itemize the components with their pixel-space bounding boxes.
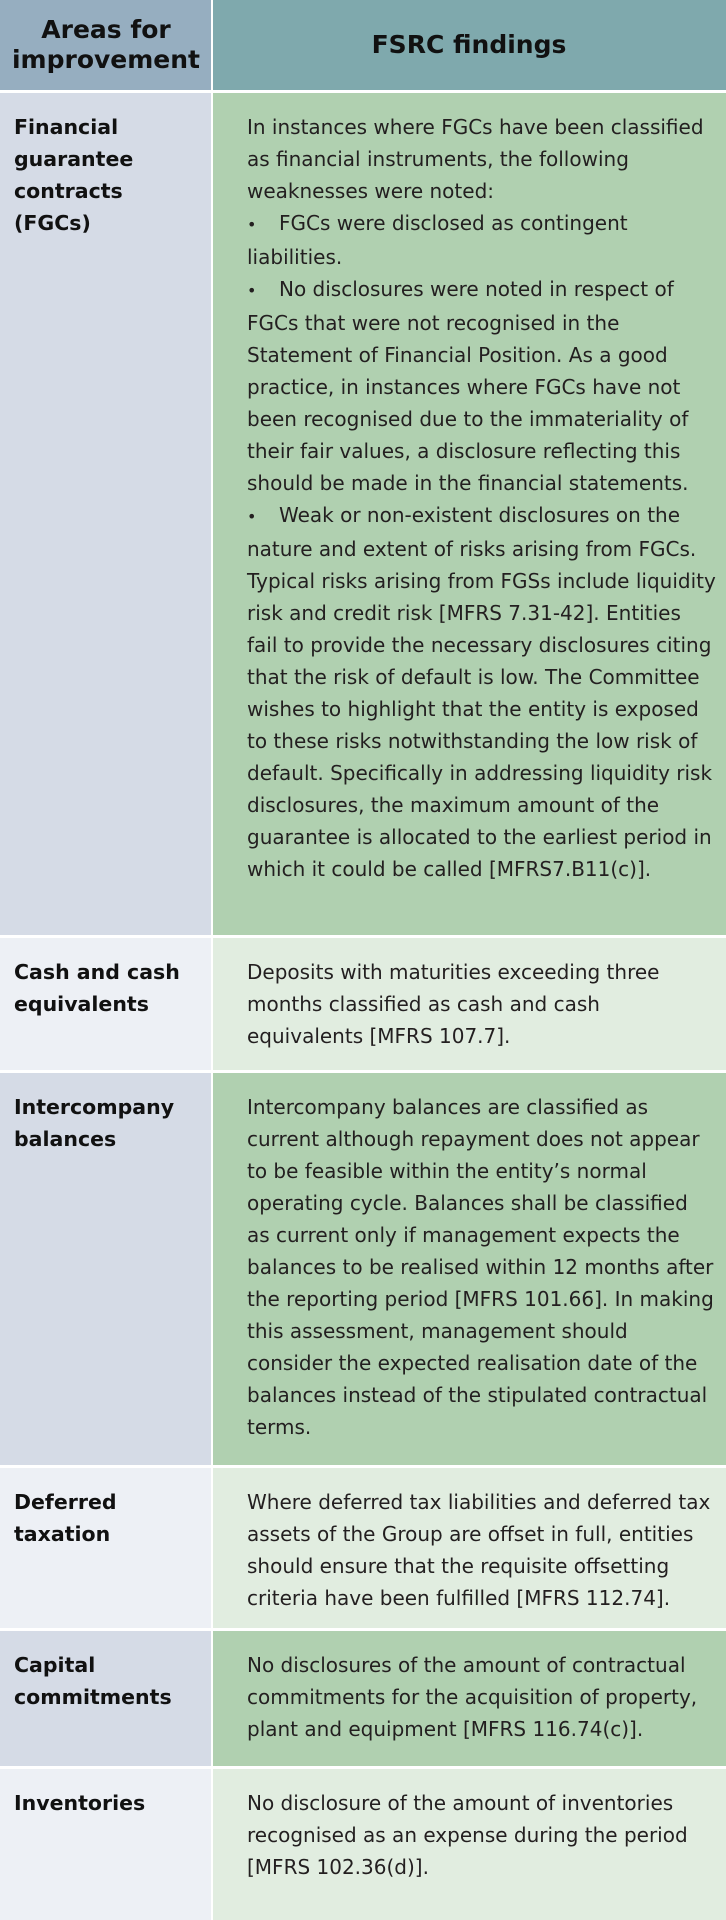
finding-cell: No disclosure of the amount of inventories recognised as an expense during the period [MFRS 102.36(d)]. xyxy=(212,1769,726,1920)
table-header xyxy=(0,0,726,90)
table-row xyxy=(0,1468,726,1628)
finding-bullet: • Weak or non-existent disclosures on the nature and extent of risks arising from FGCs. Typical risks arising from FGSs include liquidity risk and credit risk [MFRS 7.31-42]. Entities fail to provide the necessary disclosures citing that the risk of default is low. The Committee wishes to highlight that the entity is exposed to these risks notwithstanding the low risk of default. Specifically in addressing liquidity risk disclosures, the maximum amount of the guarantee is allocated to the earliest period in which it could be called [MFRS7.B11(c)]. xyxy=(247,503,716,881)
finding-cell: Deposits with maturities exceeding three months classified as cash and cash equivalents [MFRS 107.7]. xyxy=(212,938,726,1070)
bullet-icon: • xyxy=(247,281,257,300)
column-divider xyxy=(211,0,213,1920)
table-row xyxy=(0,1769,726,1920)
table-row xyxy=(0,1631,726,1766)
table-row xyxy=(0,938,726,1070)
bullet-icon: • xyxy=(247,507,257,526)
header-areas-for-improvement: Areas for improvement xyxy=(0,0,212,90)
finding-cell xyxy=(212,93,726,935)
area-cell: Deferred taxation xyxy=(0,1468,212,1628)
area-cell: Financial guarantee contracts (FGCs) xyxy=(0,93,212,935)
finding-bullet: • No disclosures were noted in respect of FGCs that were not recognised in the Statement of Financial Position. As a good practice, in instances where FGCs have not been recognised due to the immateriality of their fair values, a disclosure reflecting this should be made in the financial statements. xyxy=(247,277,689,495)
finding-bullet: • FGCs were disclosed as contingent liabilities. xyxy=(247,211,628,269)
area-cell: Cash and cash equivalents xyxy=(0,938,212,1070)
area-cell: Intercompany balances xyxy=(0,1073,212,1465)
table-row xyxy=(0,1073,726,1465)
table-row xyxy=(0,93,726,935)
finding-cell: Intercompany balances are classified as current although repayment does not appear to be feasible within the entity’s normal operating cycle. Balances shall be classified as current only if management expects the balances to be realised within 12 months after the reporting period [MFRS 101.66]. In making this assessment, management should consider the expected realisation date of the balances instead of the stipulated contractual terms. xyxy=(212,1073,726,1465)
area-cell: Capital commitments xyxy=(0,1631,212,1766)
finding-cell: No disclosures of the amount of contractual commitments for the acquisition of property, plant and equipment [MFRS 116.74(c)]. xyxy=(212,1631,726,1766)
finding-intro: In instances where FGCs have been classified as financial instruments, the following weaknesses were noted: xyxy=(247,115,704,203)
bullet-icon: • xyxy=(247,215,257,234)
header-fsrc-findings: FSRC findings xyxy=(212,0,726,90)
area-cell: Inventories xyxy=(0,1769,212,1920)
finding-cell: Where deferred tax liabilities and deferred tax assets of the Group are offset in full, entities should ensure that the requisite offsetting criteria have been fulfilled [MFRS 112.74]. xyxy=(212,1468,726,1628)
